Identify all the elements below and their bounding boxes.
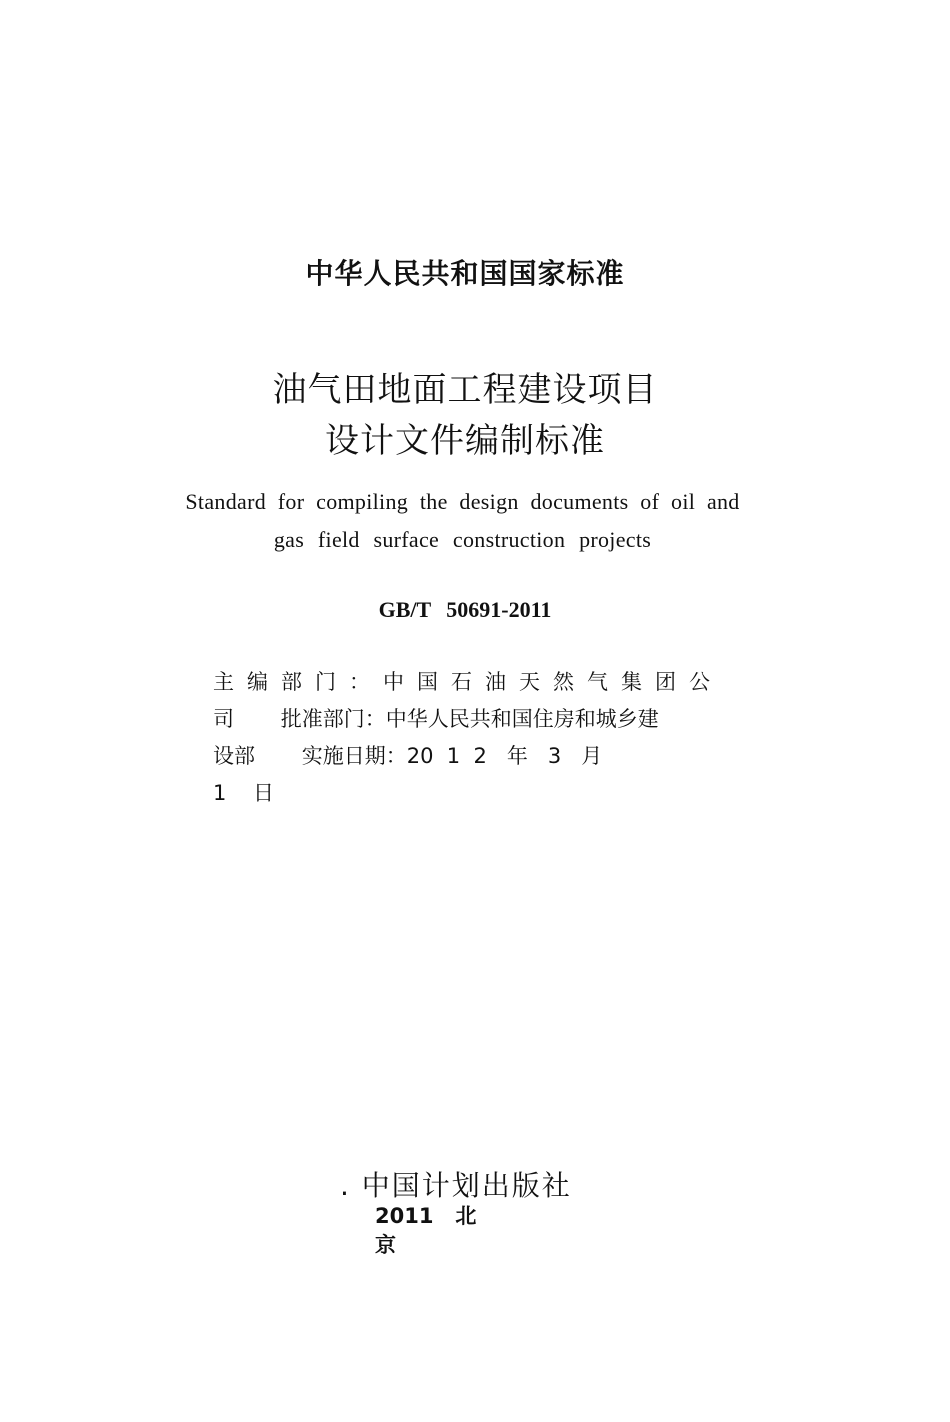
title-line-2: 设计文件编制标准 (325, 421, 605, 461)
english-title-line-1: Standard for compiling the design documents of oil and (185, 489, 740, 514)
national-standard-heading: 中华人民共和国国家标准 (305, 257, 625, 290)
meta-line-3: 设部 实施日期：20 1 2 年 3 月 (213, 744, 603, 768)
title-line-1: 油气田地面工程建设项目 (272, 370, 658, 410)
meta-line-2: 司 批准部门：中华人民共和国住房和城乡建 (213, 707, 659, 731)
meta-line-1: 主编部门：中国石油天然气集团公 (213, 670, 723, 694)
publisher-year-city-line-1: 2011 北 (375, 1204, 477, 1228)
publisher-year-city-line-2: 京 (375, 1233, 396, 1257)
publisher-name: . 中国计划出版社 (340, 1169, 572, 1202)
meta-line-4: 1 日 (213, 781, 275, 805)
standard-code: GB/T 50691-2011 (378, 597, 552, 622)
english-title-line-2: gas field surface construction projects (273, 527, 652, 552)
